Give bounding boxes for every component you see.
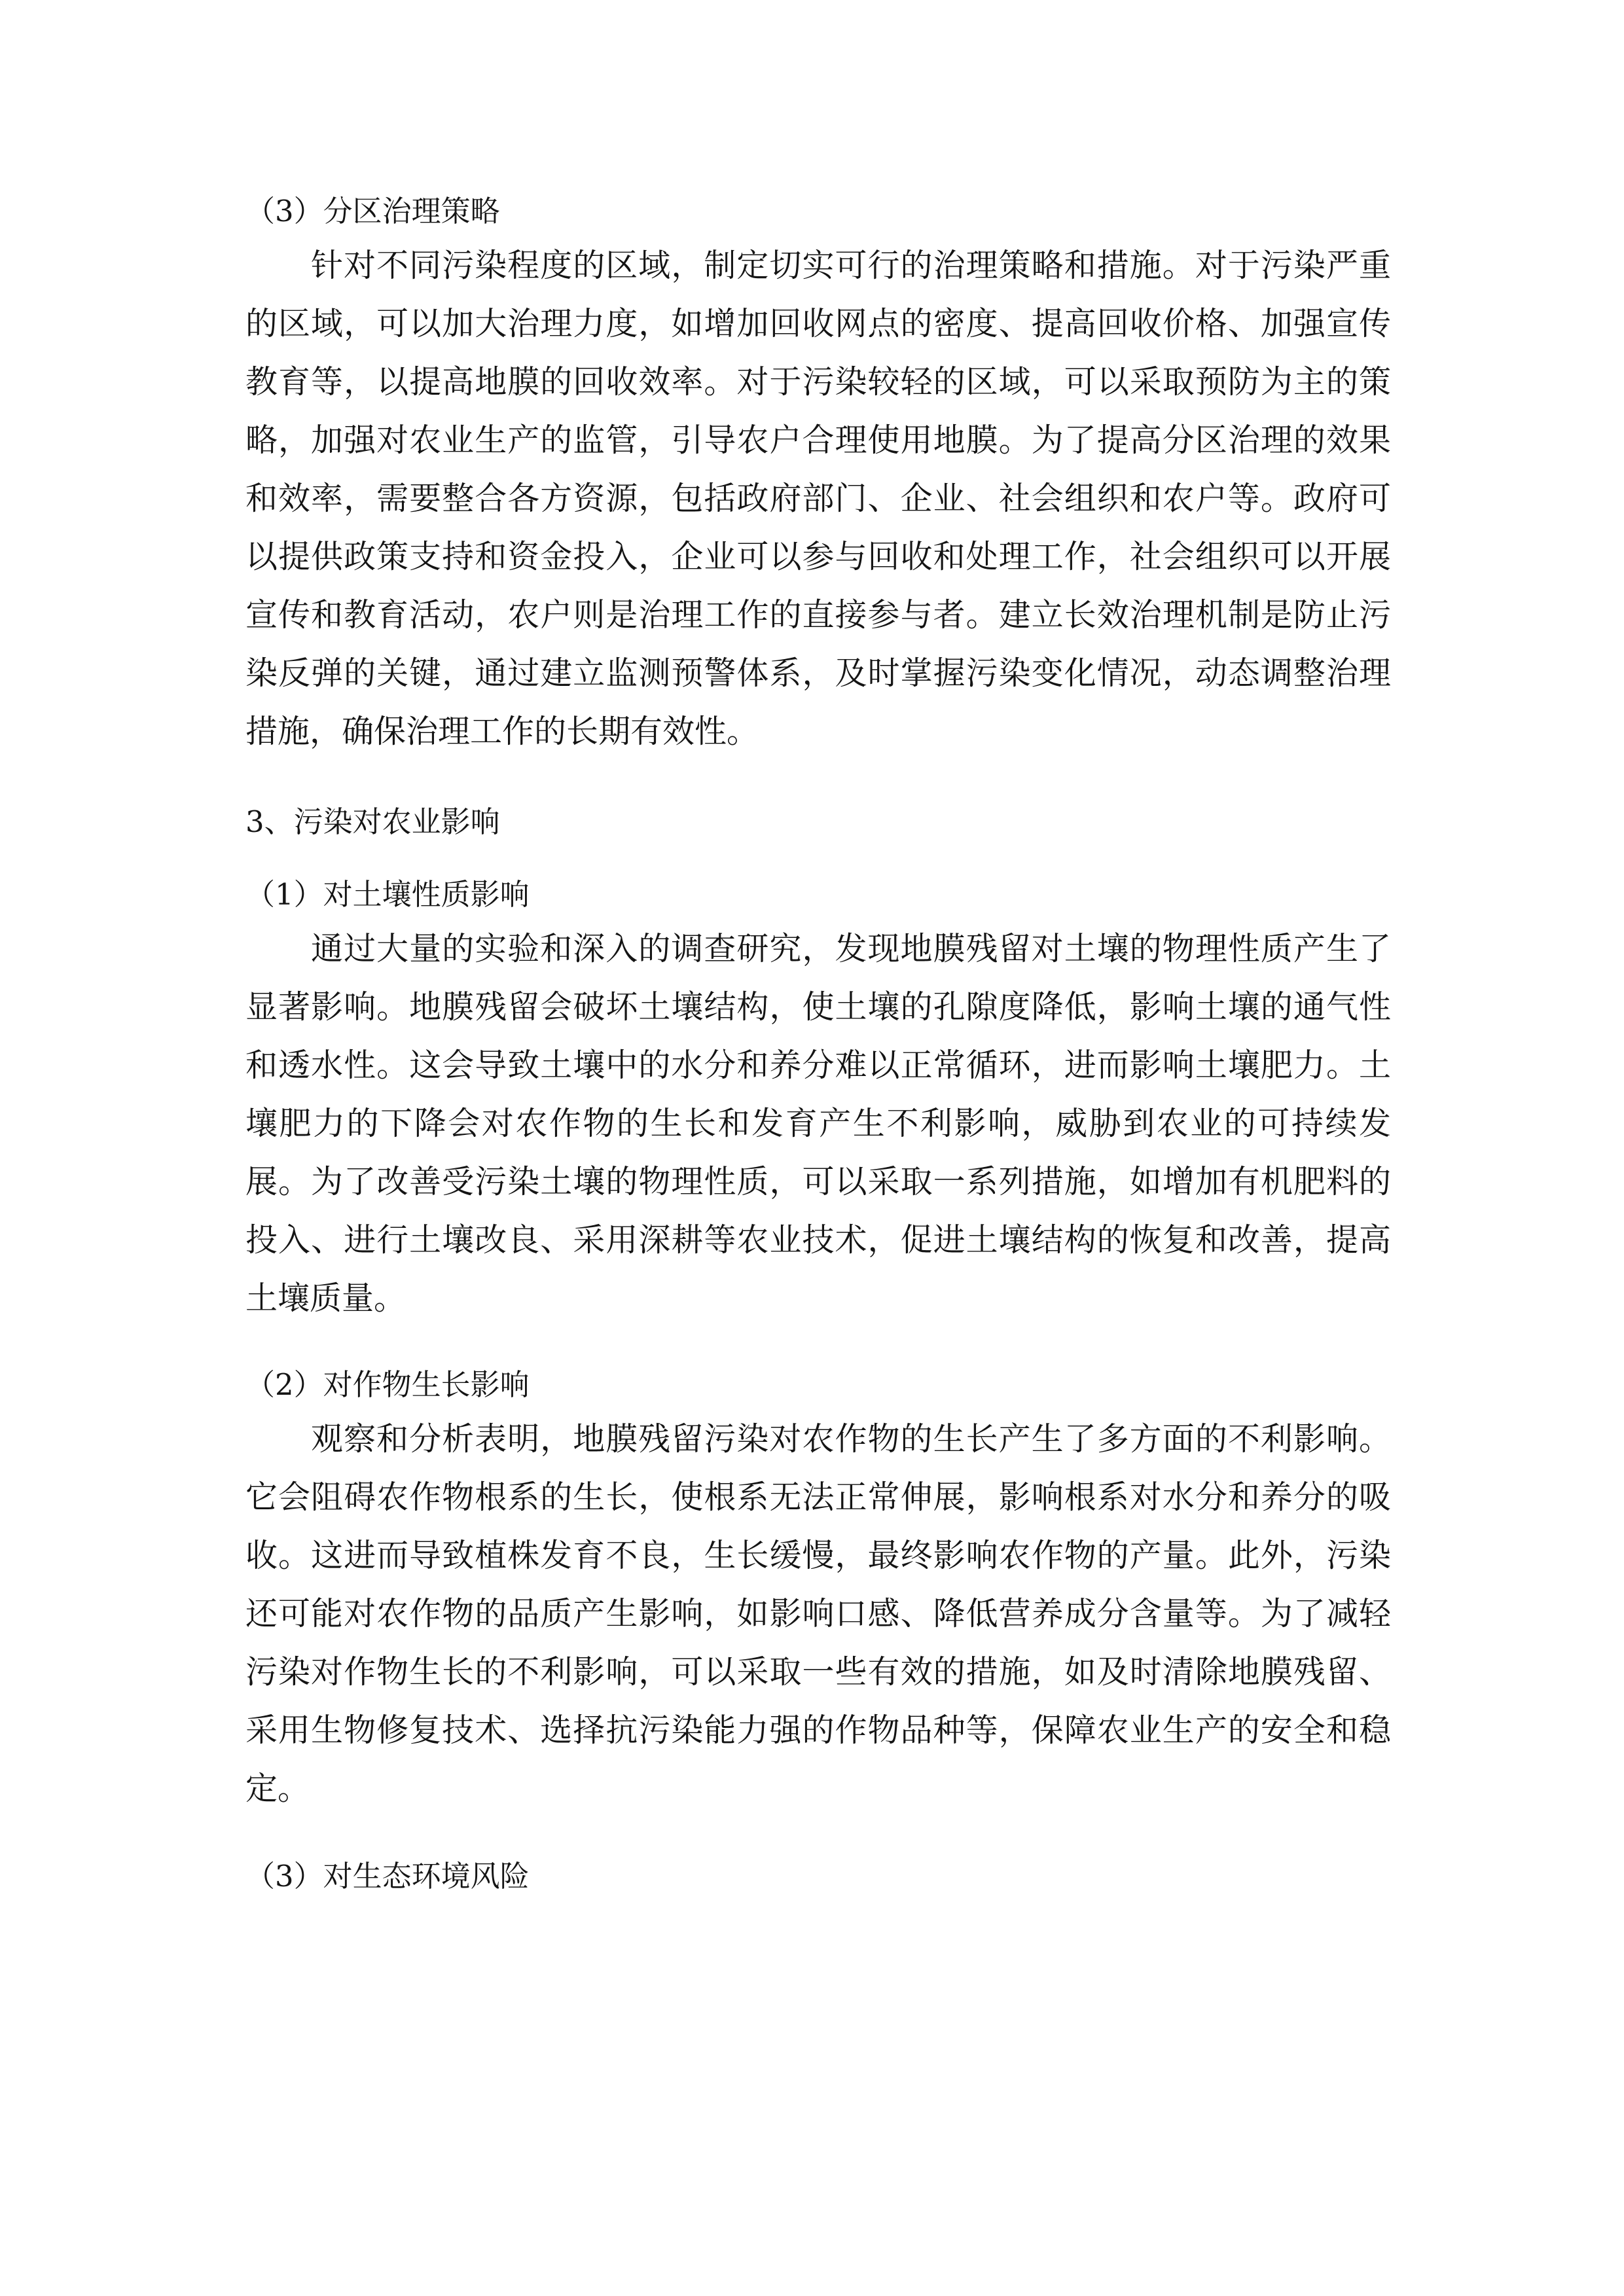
- section-heading-soil-impact: （1）对土壤性质影响: [245, 877, 530, 912]
- paragraph-soil-impact: 通过大量的实验和深入的调查研究，发现地膜残留对土壤的物理性质产生了显著影响。地膜残留会破坏土壤结构，使土壤的孔隙度降低，影响土壤的通气性和透水性。这会导致土壤中的水分和养分难以正常循环，进而影响土壤肥力。土壤肥力的下降会对农作物的生长和发育产生不利影响，威胁到农业的可持续发展。为了改善受污染土壤的物理性质，可以采取一系列措施，如增加有机肥料的投入、进行土壤改良、采用深耕等农业技术，促进土壤结构的恢复和改善，提高土壤质量。: [245, 930, 1391, 1317]
- section-heading-eco-risk: （3）对生态环境风险: [245, 1859, 530, 1893]
- section-heading-agriculture-impact: 3、污染对农业影响: [245, 804, 500, 839]
- paragraph-crop-impact: 观察和分析表明，地膜残留污染对农作物的生长产生了多方面的不利影响。它会阻碍农作物根系的生长，使根系无法正常伸展，影响根系对水分和养分的吸收。这进而导致植株发育不良，生长缓慢，最终影响农作物的产量。此外，污染还可能对农作物的品质产生影响，如影响口感、降低营养成分含量等。为了减轻污染对作物生长的不利影响，可以采取一些有效的措施，如及时清除地膜残留、采用生物修复技术、选择抗污染能力强的作物品种等，保障农业生产的安全和稳定。: [245, 1420, 1391, 1807]
- section-heading-crop-impact: （2）对作物生长影响: [245, 1367, 530, 1402]
- section-heading-zoning-strategy: （3）分区治理策略: [245, 194, 500, 228]
- document-body: [245, 193, 1391, 1895]
- paragraph-zoning-strategy: 针对不同污染程度的区域，制定切实可行的治理策略和措施。对于污染严重的区域，可以加大治理力度，如增加回收网点的密度、提高回收价格、加强宣传教育等，以提高地膜的回收效率。对于污染较轻的区域，可以采取预防为主的策略，加强对农业生产的监管，引导农户合理使用地膜。为了提高分区治理的效果和效率，需要整合各方资源，包括政府部门、企业、社会组织和农户等。政府可以提供政策支持和资金投入，企业可以参与回收和处理工作，社会组织可以开展宣传和教育活动，农户则是治理工作的直接参与者。建立长效治理机制是防止污染反弹的关键，通过建立监测预警体系，及时掌握污染变化情况，动态调整治理措施，确保治理工作的长期有效性。: [245, 247, 1391, 750]
